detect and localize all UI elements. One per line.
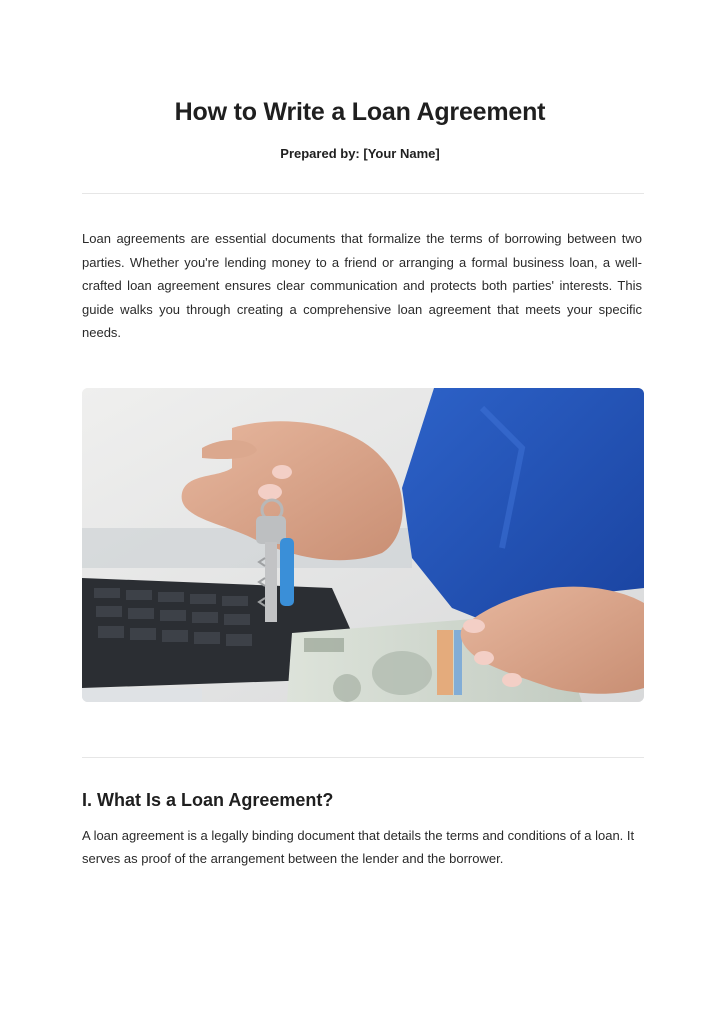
- prepared-by-line: Prepared by: [Your Name]: [280, 146, 440, 161]
- section-heading: I. What Is a Loan Agreement?: [82, 790, 334, 810]
- hand-holding-keys-over-cash-photo: [82, 388, 644, 702]
- title-divider: [82, 193, 644, 194]
- intro-paragraph: Loan agreements are essential documents that formalize the terms of borrowing between two parties. Whether you're lending money to a friend or arranging a formal business loan, a well-crafted loan agreement ensures clear communication and protects both parties' interests. This guide walks you through creating a comprehensive loan agreement that meets your specific needs.: [82, 231, 642, 340]
- section-body: A loan agreement is a legally binding document that details the terms and conditions of a loan. It serves as proof of the arrangement between the lender and the borrower.: [82, 828, 635, 866]
- document-title: How to Write a Loan Agreement: [174, 98, 546, 126]
- section-divider: [82, 757, 644, 758]
